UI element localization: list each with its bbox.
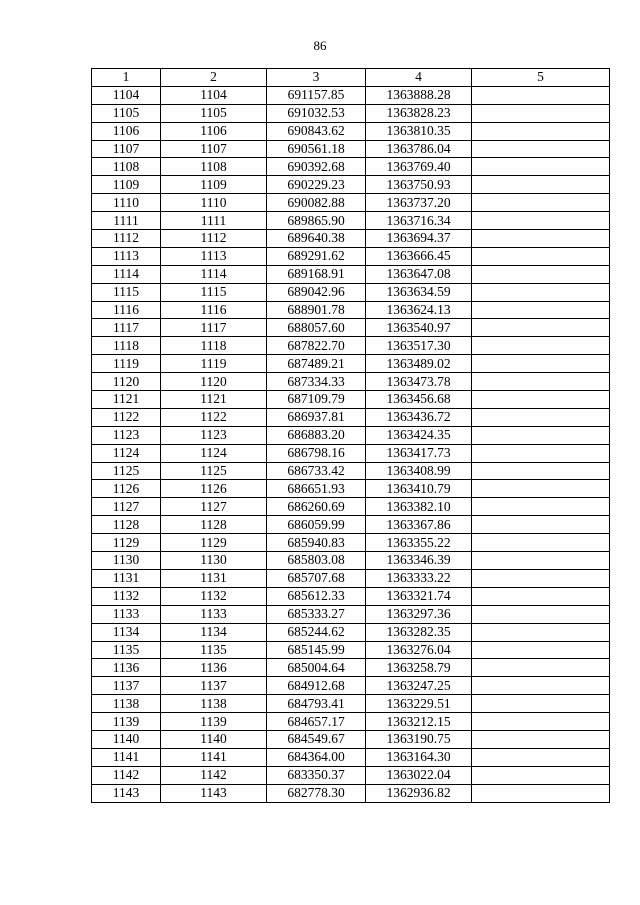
table-cell: 1115 bbox=[92, 283, 161, 301]
table-cell bbox=[472, 247, 610, 265]
table-cell: 686260.69 bbox=[267, 498, 366, 516]
table-cell: 1120 bbox=[92, 373, 161, 391]
table-cell bbox=[472, 194, 610, 212]
table-cell: 690843.62 bbox=[267, 122, 366, 140]
table-cell bbox=[472, 480, 610, 498]
table-cell: 689640.38 bbox=[267, 230, 366, 248]
table-row bbox=[92, 283, 610, 301]
table-cell: 687822.70 bbox=[267, 337, 366, 355]
table-cell: 1138 bbox=[161, 695, 267, 713]
column-header: 4 bbox=[366, 69, 472, 87]
table-cell: 1124 bbox=[92, 444, 161, 462]
table-row bbox=[92, 408, 610, 426]
table-cell: 1363258.79 bbox=[366, 659, 472, 677]
table-cell bbox=[472, 408, 610, 426]
table-cell: 1111 bbox=[92, 212, 161, 230]
coordinates-table bbox=[91, 68, 610, 803]
table-cell: 1115 bbox=[161, 283, 267, 301]
table-cell: 687109.79 bbox=[267, 391, 366, 409]
table-cell: 1363647.08 bbox=[366, 265, 472, 283]
table-cell: 1143 bbox=[92, 784, 161, 802]
table-cell bbox=[472, 534, 610, 552]
table-row bbox=[92, 247, 610, 265]
table-row bbox=[92, 641, 610, 659]
table-cell: 690392.68 bbox=[267, 158, 366, 176]
table-cell: 1136 bbox=[92, 659, 161, 677]
table-cell: 1363367.86 bbox=[366, 516, 472, 534]
table-row bbox=[92, 713, 610, 731]
table-cell: 1104 bbox=[161, 86, 267, 104]
table-row bbox=[92, 212, 610, 230]
table-cell: 685940.83 bbox=[267, 534, 366, 552]
table-cell: 1107 bbox=[92, 140, 161, 158]
table-cell: 1125 bbox=[161, 462, 267, 480]
table-cell: 1129 bbox=[92, 534, 161, 552]
table-cell: 1123 bbox=[161, 426, 267, 444]
table-cell: 1363321.74 bbox=[366, 587, 472, 605]
table-row bbox=[92, 444, 610, 462]
table-cell: 1104 bbox=[92, 86, 161, 104]
table-cell: 1127 bbox=[161, 498, 267, 516]
table-cell bbox=[472, 319, 610, 337]
table-cell: 1110 bbox=[161, 194, 267, 212]
table-cell: 1109 bbox=[161, 176, 267, 194]
table-cell: 689042.96 bbox=[267, 283, 366, 301]
table-row bbox=[92, 730, 610, 748]
table-cell: 1133 bbox=[161, 605, 267, 623]
table-cell bbox=[472, 301, 610, 319]
table-cell: 684549.67 bbox=[267, 730, 366, 748]
table-cell: 1363769.40 bbox=[366, 158, 472, 176]
table-cell bbox=[472, 230, 610, 248]
table-row bbox=[92, 498, 610, 516]
table-cell: 683350.37 bbox=[267, 766, 366, 784]
table-cell bbox=[472, 659, 610, 677]
table-cell: 1363634.59 bbox=[366, 283, 472, 301]
table-cell bbox=[472, 104, 610, 122]
table-cell bbox=[472, 784, 610, 802]
table-cell bbox=[472, 730, 610, 748]
table-row bbox=[92, 194, 610, 212]
table-row bbox=[92, 373, 610, 391]
table-row bbox=[92, 176, 610, 194]
table-cell: 1141 bbox=[92, 748, 161, 766]
table-cell: 689291.62 bbox=[267, 247, 366, 265]
table-cell bbox=[472, 587, 610, 605]
table-cell: 685244.62 bbox=[267, 623, 366, 641]
table-row bbox=[92, 265, 610, 283]
table-cell bbox=[472, 498, 610, 516]
table-cell: 1363540.97 bbox=[366, 319, 472, 337]
column-header: 3 bbox=[267, 69, 366, 87]
table-cell: 1105 bbox=[92, 104, 161, 122]
table-cell: 1110 bbox=[92, 194, 161, 212]
table-cell: 686798.16 bbox=[267, 444, 366, 462]
table-cell: 690082.88 bbox=[267, 194, 366, 212]
table-cell: 1127 bbox=[92, 498, 161, 516]
table-cell bbox=[472, 641, 610, 659]
table-cell bbox=[472, 552, 610, 570]
table-cell: 690229.23 bbox=[267, 176, 366, 194]
table-cell: 686651.93 bbox=[267, 480, 366, 498]
table-cell bbox=[472, 158, 610, 176]
table-cell: 685004.64 bbox=[267, 659, 366, 677]
table-row bbox=[92, 104, 610, 122]
table-row bbox=[92, 86, 610, 104]
table-cell: 684793.41 bbox=[267, 695, 366, 713]
table-row bbox=[92, 230, 610, 248]
table-cell bbox=[472, 516, 610, 534]
table-cell: 1141 bbox=[161, 748, 267, 766]
table-cell: 1363164.30 bbox=[366, 748, 472, 766]
table-cell bbox=[472, 569, 610, 587]
table-cell: 688057.60 bbox=[267, 319, 366, 337]
table-cell: 1132 bbox=[161, 587, 267, 605]
table-cell bbox=[472, 426, 610, 444]
table-cell bbox=[472, 212, 610, 230]
table-cell: 1134 bbox=[92, 623, 161, 641]
table-cell: 691157.85 bbox=[267, 86, 366, 104]
table-cell: 1363355.22 bbox=[366, 534, 472, 552]
table-cell: 1126 bbox=[161, 480, 267, 498]
table-cell: 1112 bbox=[92, 230, 161, 248]
table-cell: 690561.18 bbox=[267, 140, 366, 158]
table-cell bbox=[472, 695, 610, 713]
table-cell: 1116 bbox=[161, 301, 267, 319]
column-header: 1 bbox=[92, 69, 161, 87]
table-cell: 1363190.75 bbox=[366, 730, 472, 748]
table-cell: 1363247.25 bbox=[366, 677, 472, 695]
table-cell: 1119 bbox=[92, 355, 161, 373]
table-cell: 1106 bbox=[92, 122, 161, 140]
table-cell: 686733.42 bbox=[267, 462, 366, 480]
table-cell: 1114 bbox=[161, 265, 267, 283]
table-cell: 684364.00 bbox=[267, 748, 366, 766]
table-cell: 1122 bbox=[161, 408, 267, 426]
table-cell: 1124 bbox=[161, 444, 267, 462]
table-cell: 1363276.04 bbox=[366, 641, 472, 659]
table-body bbox=[92, 86, 610, 802]
table-cell bbox=[472, 605, 610, 623]
table-row bbox=[92, 695, 610, 713]
table-cell: 1363888.28 bbox=[366, 86, 472, 104]
table-cell: 1128 bbox=[92, 516, 161, 534]
table-row bbox=[92, 122, 610, 140]
table-cell: 1122 bbox=[92, 408, 161, 426]
page-number: 86 bbox=[313, 38, 327, 53]
table-cell bbox=[472, 462, 610, 480]
table-cell: 1134 bbox=[161, 623, 267, 641]
table-cell: 685145.99 bbox=[267, 641, 366, 659]
table-cell: 1363212.15 bbox=[366, 713, 472, 731]
table-cell: 1143 bbox=[161, 784, 267, 802]
table-row bbox=[92, 319, 610, 337]
table-row bbox=[92, 462, 610, 480]
column-header: 2 bbox=[161, 69, 267, 87]
table-cell bbox=[472, 355, 610, 373]
table-cell: 1363333.22 bbox=[366, 569, 472, 587]
table-cell bbox=[472, 140, 610, 158]
table-row bbox=[92, 301, 610, 319]
table-cell: 1137 bbox=[161, 677, 267, 695]
table-cell: 1118 bbox=[161, 337, 267, 355]
table-cell: 682778.30 bbox=[267, 784, 366, 802]
table-cell: 1363022.04 bbox=[366, 766, 472, 784]
table-cell: 1107 bbox=[161, 140, 267, 158]
table-row bbox=[92, 677, 610, 695]
table-cell: 1363489.02 bbox=[366, 355, 472, 373]
table-cell: 1137 bbox=[92, 677, 161, 695]
table-cell: 685707.68 bbox=[267, 569, 366, 587]
table-cell: 1109 bbox=[92, 176, 161, 194]
table-cell: 687334.33 bbox=[267, 373, 366, 391]
table-row bbox=[92, 623, 610, 641]
table-cell: 1125 bbox=[92, 462, 161, 480]
table-cell: 1363436.72 bbox=[366, 408, 472, 426]
table-cell: 1136 bbox=[161, 659, 267, 677]
table-cell: 1363737.20 bbox=[366, 194, 472, 212]
table-cell: 1121 bbox=[92, 391, 161, 409]
table-cell: 1126 bbox=[92, 480, 161, 498]
table-cell: 1135 bbox=[161, 641, 267, 659]
table-row bbox=[92, 391, 610, 409]
table-cell bbox=[472, 766, 610, 784]
table-cell: 685333.27 bbox=[267, 605, 366, 623]
table-cell: 1363666.45 bbox=[366, 247, 472, 265]
table-cell: 686883.20 bbox=[267, 426, 366, 444]
table-row bbox=[92, 784, 610, 802]
table-row bbox=[92, 587, 610, 605]
table-cell bbox=[472, 677, 610, 695]
table-cell: 1114 bbox=[92, 265, 161, 283]
table-cell bbox=[472, 283, 610, 301]
table-cell bbox=[472, 713, 610, 731]
table-cell: 1116 bbox=[92, 301, 161, 319]
table-cell: 689865.90 bbox=[267, 212, 366, 230]
table-cell bbox=[472, 86, 610, 104]
table-cell: 688901.78 bbox=[267, 301, 366, 319]
table-cell bbox=[472, 122, 610, 140]
table-cell: 1132 bbox=[92, 587, 161, 605]
table-cell bbox=[472, 748, 610, 766]
table-cell: 687489.21 bbox=[267, 355, 366, 373]
table-cell: 1363716.34 bbox=[366, 212, 472, 230]
table-row bbox=[92, 748, 610, 766]
table-cell bbox=[472, 265, 610, 283]
table-cell: 1113 bbox=[92, 247, 161, 265]
table-cell: 1128 bbox=[161, 516, 267, 534]
table-cell: 1142 bbox=[161, 766, 267, 784]
table-cell: 684912.68 bbox=[267, 677, 366, 695]
table-cell: 686059.99 bbox=[267, 516, 366, 534]
table-cell bbox=[472, 391, 610, 409]
table-cell: 1129 bbox=[161, 534, 267, 552]
table-cell: 1108 bbox=[92, 158, 161, 176]
column-header: 5 bbox=[472, 69, 610, 87]
table-cell: 1121 bbox=[161, 391, 267, 409]
table-cell bbox=[472, 337, 610, 355]
table-row bbox=[92, 552, 610, 570]
table-row bbox=[92, 158, 610, 176]
table-row bbox=[92, 516, 610, 534]
table-cell: 1363410.79 bbox=[366, 480, 472, 498]
table-cell: 1363229.51 bbox=[366, 695, 472, 713]
table-cell: 1363408.99 bbox=[366, 462, 472, 480]
table-cell: 689168.91 bbox=[267, 265, 366, 283]
table-cell: 1106 bbox=[161, 122, 267, 140]
table-row bbox=[92, 659, 610, 677]
table-row bbox=[92, 534, 610, 552]
table-cell: 1117 bbox=[161, 319, 267, 337]
table-row bbox=[92, 766, 610, 784]
table-row bbox=[92, 569, 610, 587]
table-cell: 1363694.37 bbox=[366, 230, 472, 248]
table-row bbox=[92, 355, 610, 373]
table-cell: 1139 bbox=[161, 713, 267, 731]
table-cell: 1131 bbox=[161, 569, 267, 587]
table-cell: 685612.33 bbox=[267, 587, 366, 605]
table-cell: 1119 bbox=[161, 355, 267, 373]
table-cell: 1118 bbox=[92, 337, 161, 355]
table-cell: 1133 bbox=[92, 605, 161, 623]
table-cell bbox=[472, 623, 610, 641]
table-cell: 1120 bbox=[161, 373, 267, 391]
table-cell: 1130 bbox=[161, 552, 267, 570]
table-cell: 1363624.13 bbox=[366, 301, 472, 319]
table-cell: 1138 bbox=[92, 695, 161, 713]
table-cell: 1363456.68 bbox=[366, 391, 472, 409]
table-cell: 1363417.73 bbox=[366, 444, 472, 462]
table-row bbox=[92, 426, 610, 444]
table-cell: 1112 bbox=[161, 230, 267, 248]
table-cell: 1131 bbox=[92, 569, 161, 587]
table-cell: 1140 bbox=[92, 730, 161, 748]
table-cell: 1113 bbox=[161, 247, 267, 265]
table-cell bbox=[472, 373, 610, 391]
table-cell: 1363786.04 bbox=[366, 140, 472, 158]
table-row bbox=[92, 605, 610, 623]
table-cell: 1139 bbox=[92, 713, 161, 731]
table-cell: 1363473.78 bbox=[366, 373, 472, 391]
table-cell: 1363517.30 bbox=[366, 337, 472, 355]
table-cell: 1363346.39 bbox=[366, 552, 472, 570]
table-cell: 1363750.93 bbox=[366, 176, 472, 194]
table-row bbox=[92, 480, 610, 498]
table-cell: 1140 bbox=[161, 730, 267, 748]
table-cell: 1363297.36 bbox=[366, 605, 472, 623]
table-cell: 1117 bbox=[92, 319, 161, 337]
table-cell: 1123 bbox=[92, 426, 161, 444]
table-cell bbox=[472, 444, 610, 462]
table-cell: 1130 bbox=[92, 552, 161, 570]
table-cell: 691032.53 bbox=[267, 104, 366, 122]
table-cell: 1363382.10 bbox=[366, 498, 472, 516]
table-cell: 1142 bbox=[92, 766, 161, 784]
table-cell: 684657.17 bbox=[267, 713, 366, 731]
table-cell: 1363282.35 bbox=[366, 623, 472, 641]
table-header-row bbox=[92, 69, 610, 87]
table-row bbox=[92, 140, 610, 158]
table-cell bbox=[472, 176, 610, 194]
table-cell: 1362936.82 bbox=[366, 784, 472, 802]
table-row bbox=[92, 337, 610, 355]
table-cell: 685803.08 bbox=[267, 552, 366, 570]
table-cell: 1363810.35 bbox=[366, 122, 472, 140]
table-cell: 1108 bbox=[161, 158, 267, 176]
table-cell: 1111 bbox=[161, 212, 267, 230]
table-cell: 1105 bbox=[161, 104, 267, 122]
table-cell: 1135 bbox=[92, 641, 161, 659]
table-cell: 1363828.23 bbox=[366, 104, 472, 122]
table-cell: 1363424.35 bbox=[366, 426, 472, 444]
table-cell: 686937.81 bbox=[267, 408, 366, 426]
